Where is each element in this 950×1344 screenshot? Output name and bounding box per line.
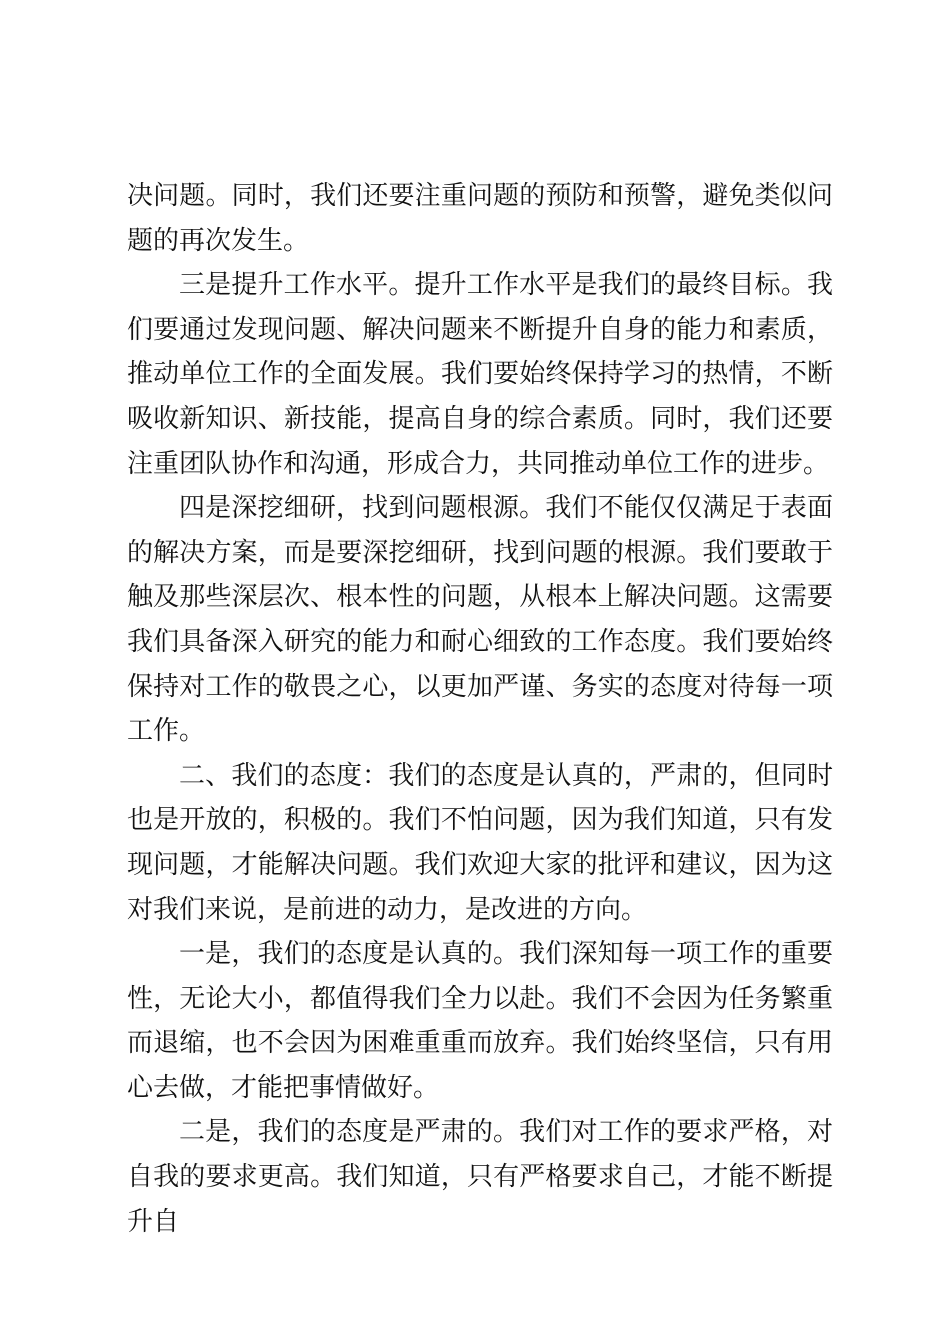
paragraph-our-attitude: 二、我们的态度：我们的态度是认真的，严肃的，但同时也是开放的，积极的。我们不怕问题，因为我们知道，只有发现问题，才能解决问题。我们欢迎大家的批评和建议，因为这对我们来说，是前进的动力，是改进的方向。 bbox=[127, 760, 833, 925]
paragraph-continuation: 决问题。同时，我们还要注重问题的预防和预警，避免类似问题的再次发生。 bbox=[127, 181, 833, 256]
paragraph-attitude-strict: 二是，我们的态度是严肃的。我们对工作的要求严格，对自我的要求更高。我们知道，只有严格要求自己，才能不断提升自 bbox=[127, 1117, 833, 1237]
paragraph-attitude-serious-earnest: 一是，我们的态度是认真的。我们深知每一项工作的重要性，无论大小，都值得我们全力以赴。我们不会因为任务繁重而退缩，也不会因为困难重重而放弃。我们始终坚信，只有用心去做，才能把事情做好。 bbox=[127, 939, 833, 1103]
paragraph-dig-root-cause: 四是深挖细研，找到问题根源。我们不能仅仅满足于表面的解决方案，而是要深挖细研，找到问题的根源。我们要敢于触及那些深层次、根本性的问题，从根本上解决问题。这需要我们具备深入研究的能力和耐心细致的工作态度。我们要始终保持对工作的敬畏之心，以更加严谨、务实的态度对待每一项工作。 bbox=[127, 493, 833, 747]
document-body bbox=[127, 174, 833, 1244]
paragraph-improve-work-level: 三是提升工作水平。提升工作水平是我们的最终目标。我们要通过发现问题、解决问题来不断提升自身的能力和素质，推动单位工作的全面发展。我们要始终保持学习的热情，不断吸收新知识、新技能，提高自身的综合素质。同时，我们还要注重团队协作和沟通，形成合力，共同推动单位工作的进步。 bbox=[127, 270, 833, 479]
